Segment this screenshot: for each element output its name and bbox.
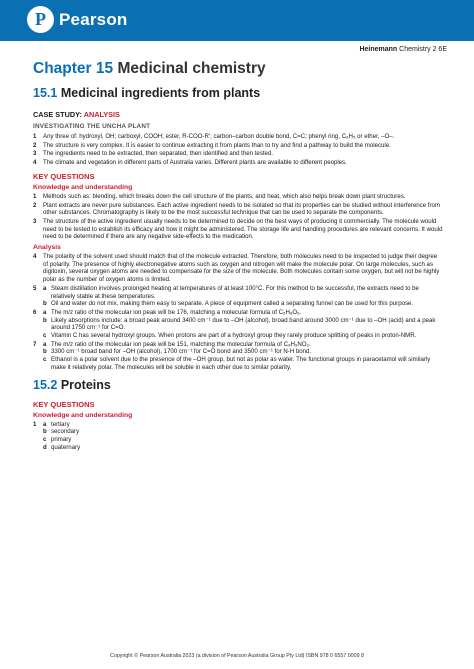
list-item: 4 The climate and vegetation in different parts of Australia varies. Different plants are available to different peoples. [33,159,347,167]
book-brand: Heinemann [359,46,398,53]
book-name: Chemistry 2 6E [399,46,447,53]
case-study-heading: CASE STUDY: ANALYSIS [33,110,120,119]
key-questions-heading: KEY QUESTIONS [33,171,95,181]
section-heading-15-1 [33,86,443,100]
list-item: 1 Any three of: hydroxyl, OH; carboxyl, COOH; ester, R-COO-R'; carbon–carbon double bond, C=C; phenyl ring, C₆H₅ or ether, –O–. [33,133,395,140]
page-content [33,60,443,452]
chapter-number: Chapter 15 [33,60,114,77]
sub-item: b 3300 cm⁻¹ broad band for –OH (alcohol), 1700 cm⁻¹ for C=O bond and 3500 cm⁻¹ for N-H bond. [43,348,312,356]
analysis-answers [33,253,443,372]
sub-item: a The m/z ratio of the molecular ion peak will be 151, matching the molecular formula of C₈H₉NO₂. [43,340,311,348]
knowledge-answers [33,193,443,241]
list-item: 5 a Steam distillation involves prolonged heating at temperatures of at least 100°C. For this method to be successful, the extracts need to be relatively stable at these temperatures. b Oil and water do not mix, making them easy to separate. A piece of equipment called a separating funnel can be used for this purpose. [33,285,443,308]
sub-item: b secondary [43,428,80,436]
sub-item: b Likely absorptions include: a broad peak around 3400 cm⁻¹ due to –OH (alcohol), broad band around 3000 cm⁻¹ due to –OH (acid) and a peak around 1750 cm⁻¹ for C=O. [43,316,436,332]
case-study-answers [33,133,443,167]
section-title: Medicinal ingredients from plants [60,86,261,100]
sub-item: c Vitamin C has several hydroxyl groups. When protons are part of a hydroxyl group they rarely produce splitting of peaks in proton-NMR. [43,332,417,340]
chapter-title [33,60,443,78]
section-title: Proteins [60,377,111,392]
pearson-logo-text: Pearson [59,9,128,29]
section-number: 15.2 [33,377,58,392]
list-item: 6 a The m/z ratio of the molecular ion peak will be 176, matching a molecular formula of C₆H₈O₆. b Likely absorptions include: a broad peak around 3400 cm⁻¹ due to –OH (alcohol), broad band around 3000 cm⁻¹ due to –OH (acid) and a peak around 1750 cm⁻¹ for C=O. c Vitamin C has several hydroxyl groups. When protons are part of a hydroxyl group they rarely produce splitting of peaks in proton-NMR. [33,309,443,340]
pearson-logo-icon: P [27,6,54,33]
list-item: 3 The structure of the active ingredient usually needs to be determined to decide on the best ways of producing it commercially. The molecule would need to be tested to establish its efficacy and how it might be administered. The storage life and handling procedures are relevant concerns. It would need to be determined if there are any negative side-effects to the medication. [33,217,443,241]
section-heading-15-2 [33,378,443,392]
case-study-subheading: INVESTIGATING THE UNCHA PLANT [33,123,151,130]
knowledge-heading: Knowledge and understanding [33,411,133,419]
sub-item: c Ethanol is a polar solvent due to the presence of the –OH group, but not as polar as water. The functional groups in paracetamol will similarly make it relatively polar. The molecules will be soluble in each other due to similar polarity. [43,356,431,371]
sub-item: a Steam distillation involves prolonged heating at temperatures of at least 100°C. For this method to be successful, the extracts need to be relatively stable at these temperatures. [43,284,419,300]
sub-item: b Oil and water do not mix, making them easy to separate. A piece of equipment called a separating funnel can be used for this purpose. [43,300,414,308]
sub-item: d quaternary [43,443,81,451]
list-item: 3 The ingredients need to be extracted, then separated, then identified and then tested. [33,150,274,158]
list-item: 2 The structure is very complex. It is easier to continue extracting it from plants than to try and find a pathway to build the molecule. [33,141,391,149]
key-questions-heading: KEY QUESTIONS [33,399,95,409]
list-item: 7 a The m/z ratio of the molecular ion peak will be 151, matching the molecular formula of C₈H₉NO₂. b 3300 cm⁻¹ broad band for –OH (alcohol), 1700 cm⁻¹ for C=O bond and 3500 cm⁻¹ for N-H bond. c Ethanol is a polar solvent due to the presence of the –OH group, but not as polar as water. The functional groups in paracetamol will similarly make it relatively polar. The molecules will be soluble in each other due to similar polarity. [33,341,443,372]
list-item: 1 a tertiary b secondary c primary d quaternary [33,421,443,452]
book-title [359,46,447,53]
sub-item: a tertiary [43,420,70,428]
list-item: 2 Plant extracts are never pure substances. Each active ingredient needs to be isolated so that its properties can be studied without interference from other substances. Chromatography is likely to be the most successful technique that can be used to separate the components. [33,201,440,217]
publisher-header-bar [0,0,474,41]
section-number: 15.1 [33,86,58,100]
list-item: 4 The polarity of the solvent used should match that of the molecule extracted. Therefore, both molecules need to be inspected to judge their degree of polarity. The presence of highly electronegative atoms such as oxygen and nitrogen will make the molecule polar. On large molecules, such as digitoxin, several oxygen atoms are needed to compensate for the size of the molecule. Both molecules contain some oxygen, but will not be highly polar as the number of oxygen atoms is limited. [33,253,440,284]
pearson-logo [27,6,128,33]
analysis-heading: Analysis [33,244,61,252]
sub-item: c primary [43,435,72,443]
list-item: 1 Methods such as: blending, which breaks down the cell structure of the plants, and heat, which also helps break down plant structures. [33,192,406,200]
sub-item: a The m/z ratio of the molecular ion peak will be 176, matching a molecular formula of C₆H₈O₆. [43,308,302,316]
chapter-name: Medicinal chemistry [117,60,266,77]
copyright-footer: Copyright © Pearson Australia 2023 (a division of Pearson Australia Group Pty Ltd) ISBN 978 0 6557 0009 8 [110,653,364,659]
knowledge-heading: Knowledge and understanding [33,183,133,191]
